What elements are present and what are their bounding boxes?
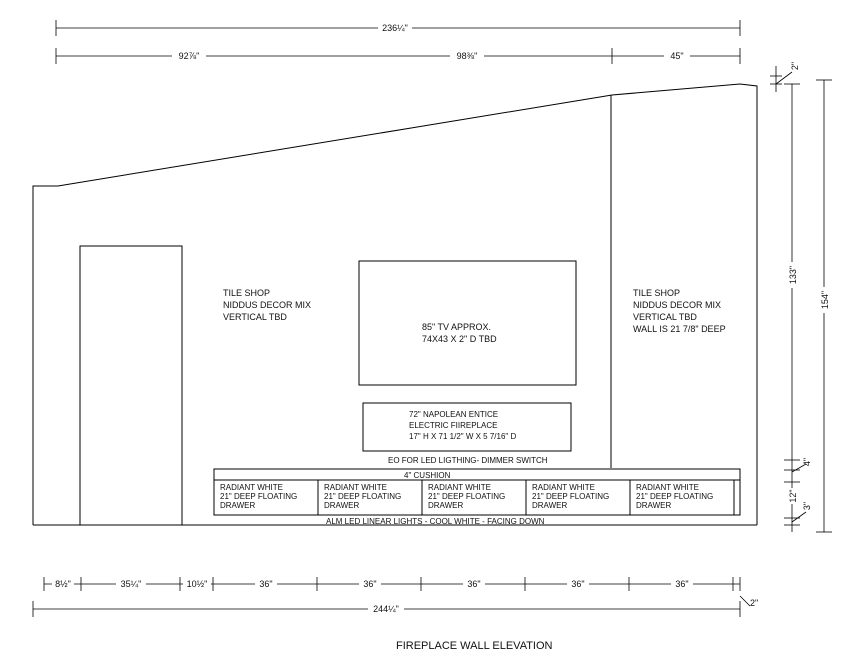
drawer-3-line2: 21" DEEP FLOATING: [428, 492, 506, 501]
cushion-bar: [214, 469, 740, 480]
dim-154: 154": [820, 290, 830, 310]
tile-right-line1: TILE SHOP: [633, 288, 681, 298]
drawer-4-line1: RADIANT WHITE: [532, 483, 595, 492]
drawer-5-line1: RADIANT WHITE: [636, 483, 699, 492]
cushion-label: 4" CUSHION: [404, 471, 451, 480]
drawing-title: FIREPLACE WALL ELEVATION: [396, 640, 553, 652]
tile-right-note: [633, 288, 726, 334]
drawer-1-line2: 21" DEEP FLOATING: [220, 492, 298, 501]
drawer-1-line1: RADIANT WHITE: [220, 483, 283, 492]
drawer-2-line2: 21" DEEP FLOATING: [324, 492, 402, 501]
bottom-dimensions: [33, 577, 758, 617]
dim-b3: 10½": [186, 579, 208, 589]
tile-right-line2: NIDDUS DECOR MIX: [633, 300, 722, 310]
drawer-2-line1: RADIANT WHITE: [324, 483, 387, 492]
drawer-5: [636, 483, 713, 510]
dim-b-overall: 244¼": [373, 604, 399, 614]
dim-top-middle: 98⅜": [456, 51, 478, 61]
tv-line2: 74X43 X 2" D TBD: [422, 334, 497, 344]
dim-top-right: 45": [670, 51, 684, 61]
dim-b8: 36": [675, 579, 689, 589]
drawer-5-line3: DRAWER: [636, 501, 672, 510]
drawer-1-line3: DRAWER: [220, 501, 256, 510]
drawer-3-line1: RADIANT WHITE: [428, 483, 491, 492]
fireplace-line1: 72" NAPOLEAN ENTICE: [409, 410, 499, 419]
tv-line1: 85" TV APPROX.: [422, 322, 492, 332]
fireplace-line2: ELECTRIC FIIREPLACE: [409, 421, 498, 430]
dim-b-offset: 2": [750, 598, 759, 608]
tile-left-note: [223, 288, 311, 322]
dim-b7: 36": [571, 579, 585, 589]
dim-133: 133": [788, 265, 798, 285]
dim-4: 4": [802, 457, 812, 467]
dim-overall-top: 236¼": [382, 23, 408, 33]
dim-b4: 36": [259, 579, 273, 589]
drawer-3-line3: DRAWER: [428, 501, 464, 510]
dim-b1: 8½": [55, 579, 71, 589]
tile-right-line3: VERTICAL TBD: [633, 312, 697, 322]
eo-note: EO FOR LED LIGTHING- DIMMER SWITCH: [388, 456, 548, 465]
dim-3: 3": [802, 501, 812, 511]
dim-12: 12": [788, 489, 798, 503]
tile-left-line3: VERTICAL TBD: [223, 312, 287, 322]
right-dimensions: [770, 62, 832, 532]
fireplace-line3: 17" H X 71 1/2" W X 5 7/16" D: [409, 432, 517, 441]
drawer-2-line3: DRAWER: [324, 501, 360, 510]
drawer-4: [532, 483, 609, 510]
dim-b6: 36": [467, 579, 481, 589]
drawer-5-line2: 21" DEEP FLOATING: [636, 492, 714, 501]
drawer-3: [428, 483, 505, 510]
top-dimensions: [56, 20, 740, 64]
drawer-4-line3: DRAWER: [532, 501, 568, 510]
dim-2-top: 2": [790, 61, 800, 71]
dim-top-left: 92⅞": [178, 51, 200, 61]
drawer-1: [220, 483, 297, 510]
tile-left-line2: NIDDUS DECOR MIX: [223, 300, 312, 310]
drawer-2: [324, 483, 401, 510]
led-note: ALM LED LINEAR LIGHTS - COOL WHITE - FACING DOWN: [326, 517, 545, 526]
tile-left-line1: TILE SHOP: [223, 288, 271, 298]
dim-b5: 36": [363, 579, 377, 589]
dim-b2: 35¼": [120, 579, 142, 589]
drawer-4-line2: 21" DEEP FLOATING: [532, 492, 610, 501]
door-opening: [80, 246, 182, 525]
tile-right-line4: WALL IS 21 7/8" DEEP: [633, 324, 726, 334]
